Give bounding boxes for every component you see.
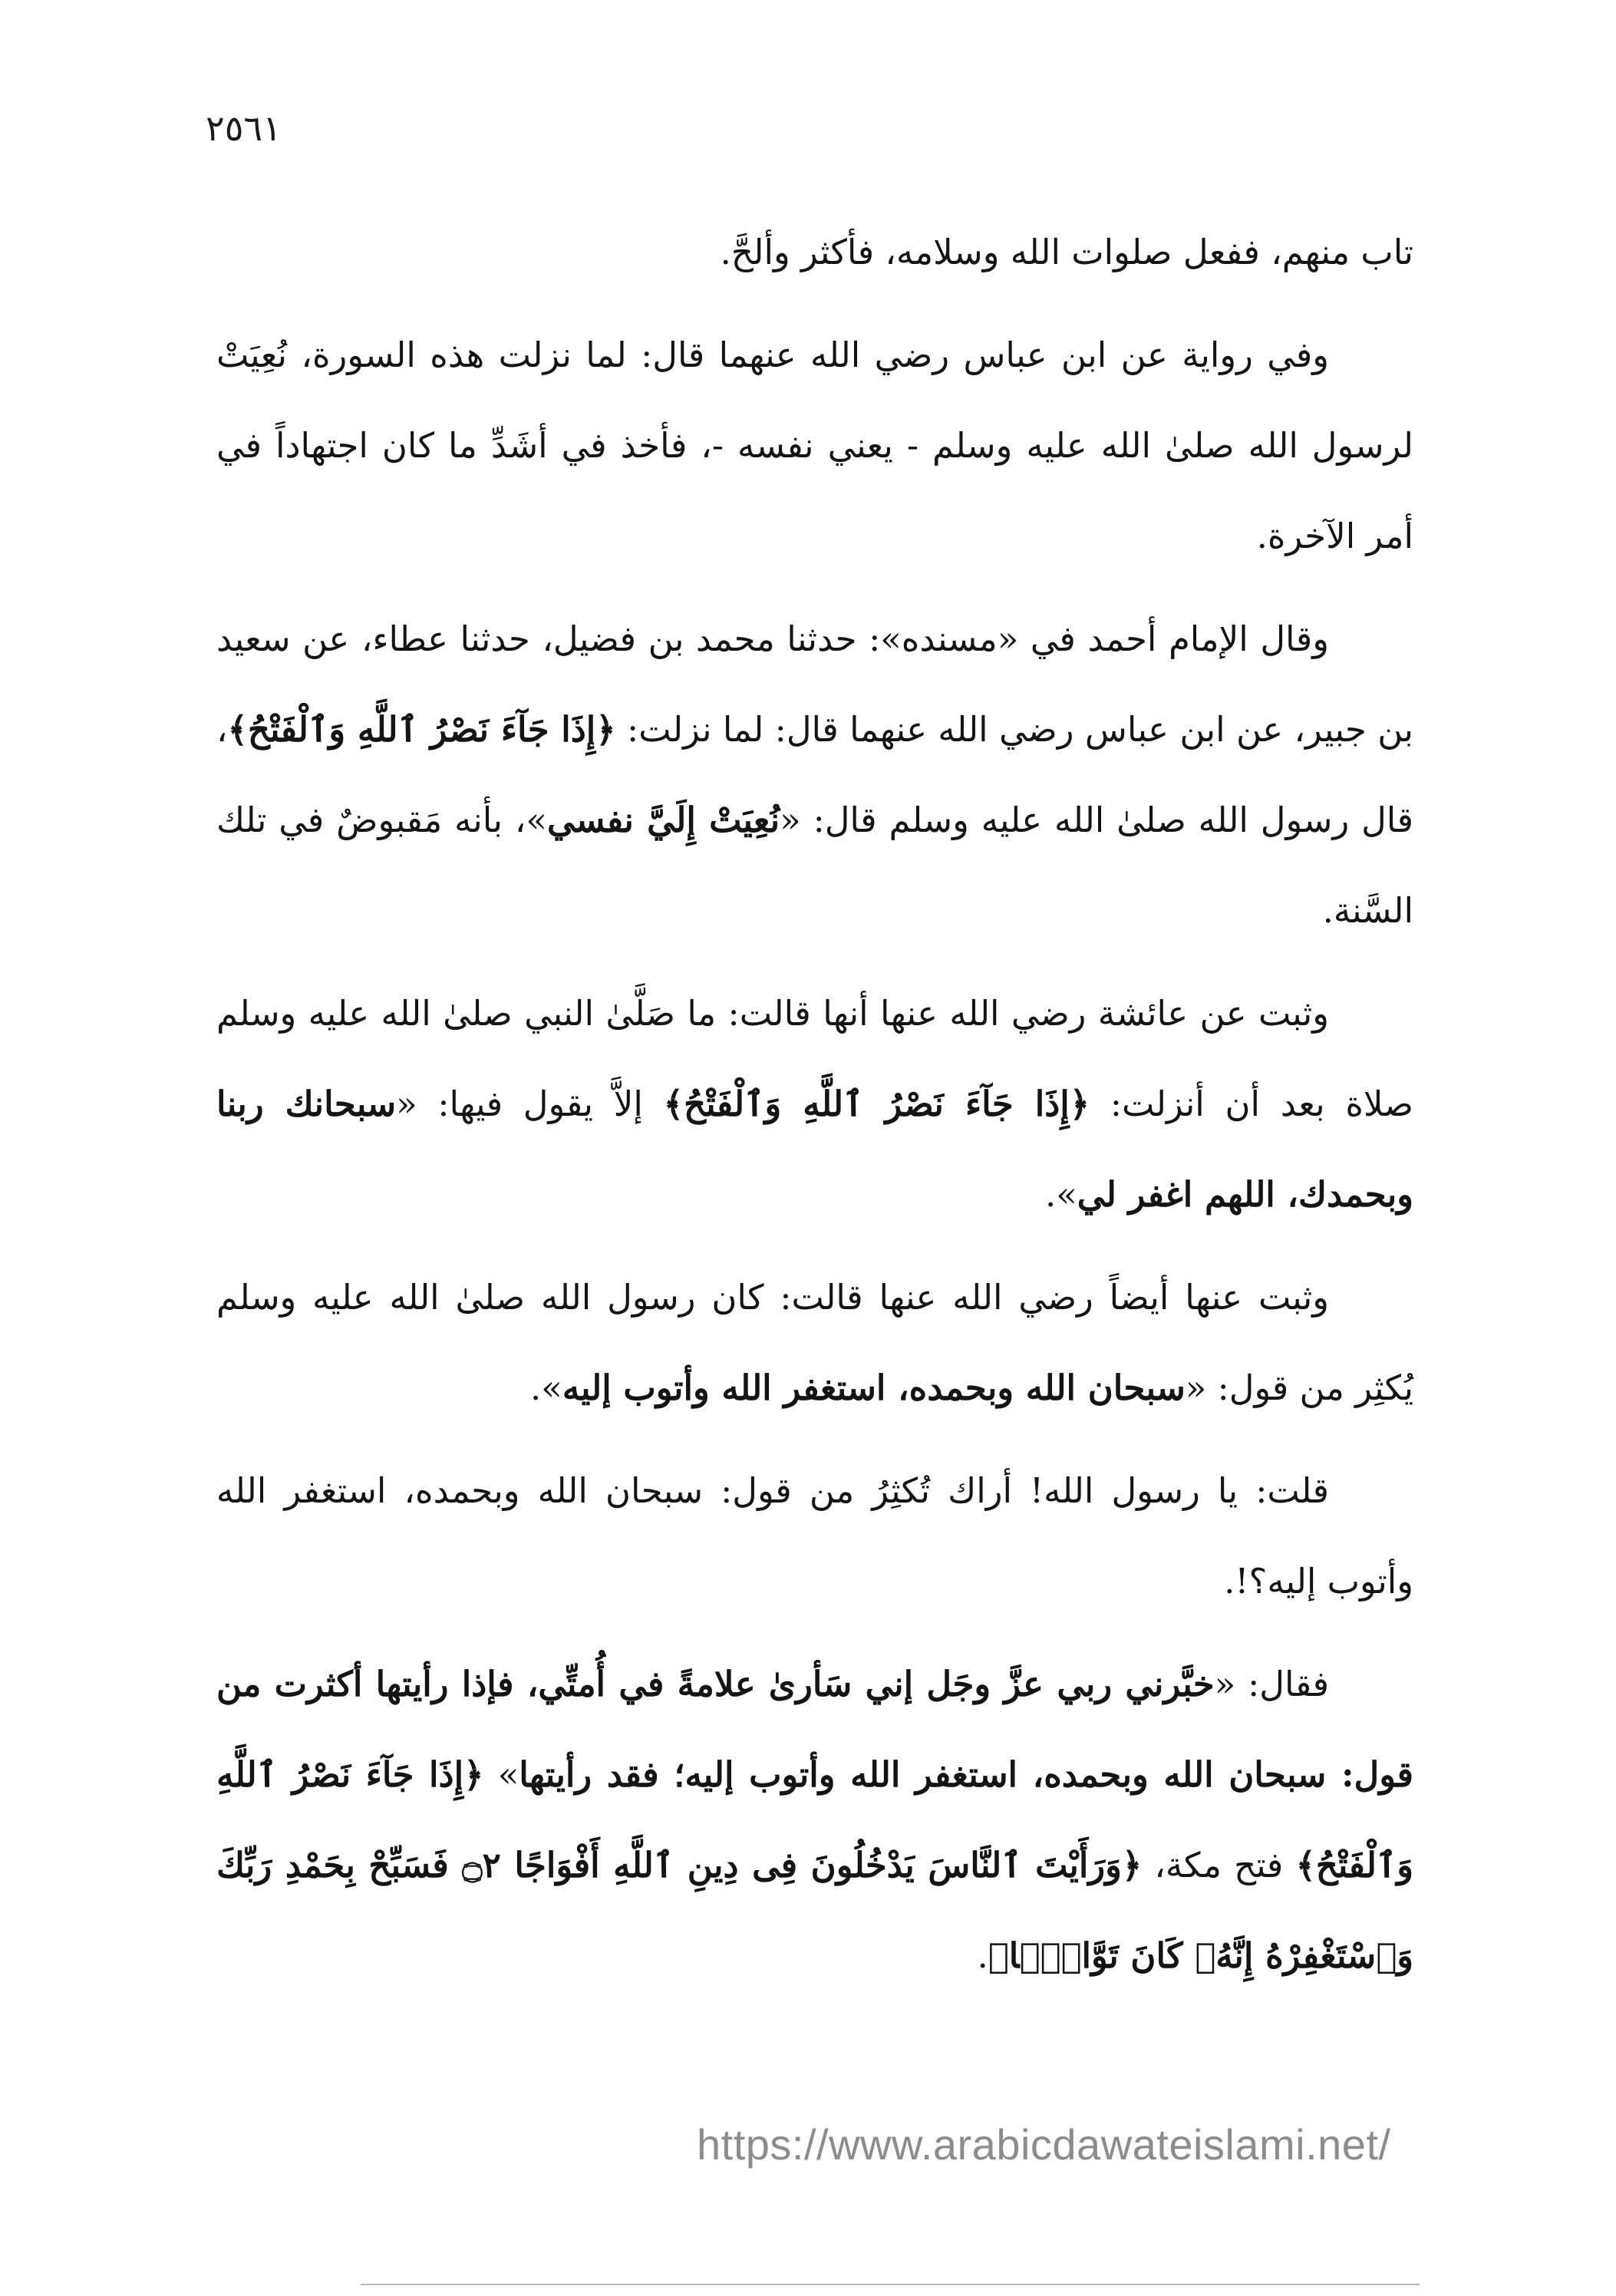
paragraph: [216, 968, 1413, 1240]
text-run: فتح مكة،: [1142, 1845, 1296, 1885]
watermark-url: https://www.arabicdawateislami.net/: [697, 2120, 1391, 2169]
text-run: وثبت عنها أيضاً رضي الله عنها قالت: كان رسول الله صلىٰ الله عليه وسلم يُكثِر من قول: «: [216, 1277, 1413, 1408]
text-run: وقال الإمام أحمد في «مسنده»: حدثنا محمد بن فضيل، حدثنا عطاء، عن سعيد بن جبير، عن ابن عباس رضي الله عنهما قال: لما نزلت:: [216, 619, 1413, 750]
text-run: إلاَّ يقول فيها: «: [396, 1084, 664, 1124]
text-run: ».: [1044, 1174, 1077, 1215]
text-run: »: [483, 1754, 519, 1795]
text-run: ».: [529, 1367, 562, 1408]
paragraph: [216, 1639, 1413, 2001]
quran-verse: ﴿وَرَأَيْتَ ٱلنَّاسَ يَدْخُلُونَ فِى دِينِ ٱللَّهِ أَفْوَاجًا ۝٢ فَسَبِّحْ بِحَمْدِ رَبِّكَ وَٱسْتَغْفِرْهُ إِنَّهُۥ كَانَ تَوَّابًۢا﴾: [216, 1845, 1413, 1976]
text-run: وثبت عن عائشة رضي الله عنها أنها قالت: ما صَلَّىٰ النبي صلىٰ الله عليه وسلم صلاة بعد أن أنزلت:: [216, 993, 1413, 1124]
page-number: ٢٥٦١: [206, 107, 282, 149]
body-text: [216, 207, 1413, 2014]
paragraph: [216, 1446, 1413, 1627]
quran-verse: ﴿إِذَا جَآءَ نَصْرُ ٱللَّهِ وَٱلْفَتْحُ﴾: [663, 1084, 1090, 1124]
text-run: قلت: يا رسول الله! أراك تُكثِرُ من قول: سبحان الله وبحمده، استغفر الله وأتوب إليه؟!.: [216, 1470, 1413, 1602]
quran-verse: ﴿إِذَا جَآءَ نَصْرُ ٱللَّهِ وَٱلْفَتْحُ﴾: [227, 709, 616, 750]
hadith-text: سبحانك ربنا وبحمدك، اللهم اغفر لي: [216, 1084, 1413, 1215]
footer-rule: [361, 2284, 1420, 2285]
text-run: .: [977, 1935, 988, 1976]
text-run: »، بأنه مَقبوضٌ في تلك السَّنة.: [216, 800, 1413, 931]
hadith-text: سبحان الله وبحمده، استغفر الله وأتوب إليه: [562, 1367, 1186, 1408]
hadith-text: نُعِيَتْ إِلَيَّ نفسي: [546, 800, 780, 840]
text-run: وفي رواية عن ابن عباس رضي الله عنهما قال: لما نزلت هذه السورة، نُعِيَتْ لرسول الله صلىٰ الله عليه وسلم - يعني نفسه -، فأخذ في أشَدِّ ما كان اجتهاداً في أمر الآخرة.: [216, 335, 1413, 556]
hadith-text: خبَّرني ربي عزَّ وجَل إني سَأرىٰ علامةً في أُمتِّي، فإذا رأيتها أكثرت من قول: سبحان الله وبحمده، استغفر الله وأتوب إليه؛ فقد رأيتها: [216, 1664, 1414, 1795]
paragraph: [216, 594, 1413, 956]
text-run: ، قال رسول الله صلىٰ الله عليه وسلم قال: «: [216, 709, 1413, 840]
text-run: فقال: «: [1214, 1664, 1329, 1704]
paragraph: [216, 310, 1413, 582]
text-run: تاب منهم، ففعل صلوات الله وسلامه، فأكثر وألحَّ.: [720, 232, 1413, 272]
paragraph: [216, 1252, 1413, 1433]
paragraph: [216, 207, 1413, 298]
quran-verse: ﴿إِذَا جَآءَ نَصْرُ ٱللَّهِ وَٱلْفَتْحُ﴾: [216, 1754, 1414, 1885]
